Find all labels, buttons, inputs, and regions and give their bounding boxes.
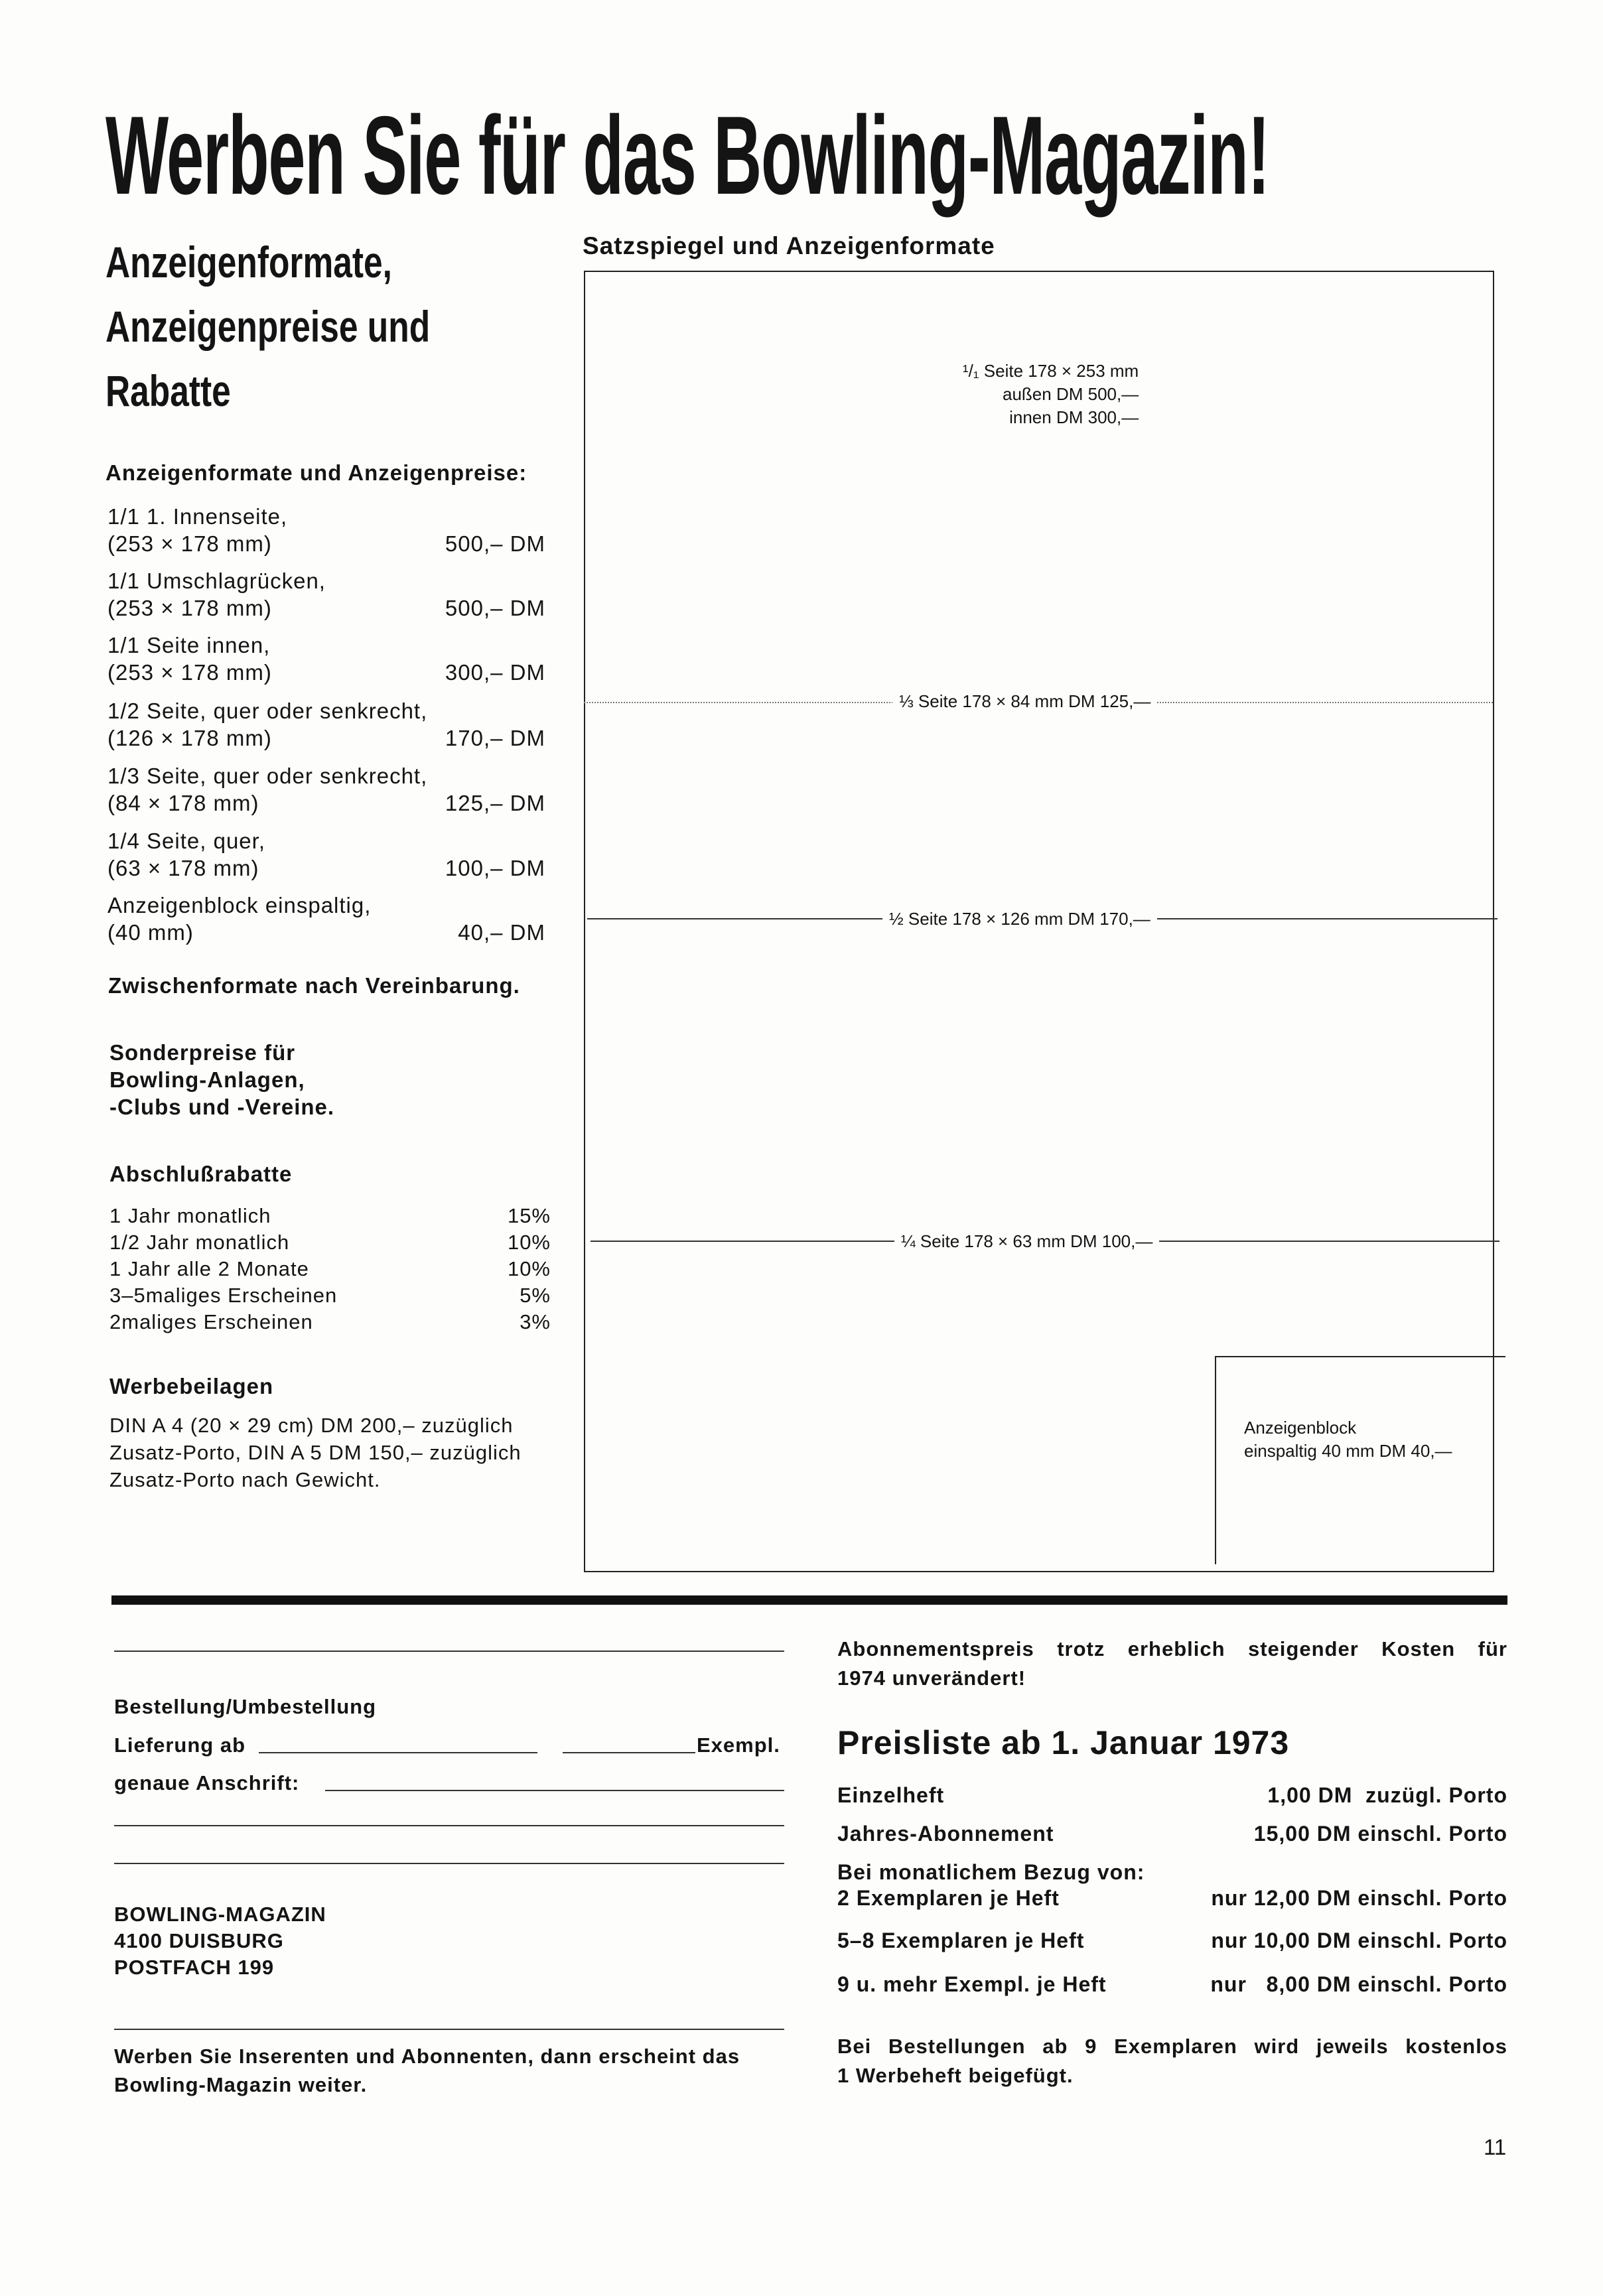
- pricelist-heading: Preisliste ab 1. Januar 1973: [837, 1724, 1290, 1761]
- section-divider: [111, 1595, 1507, 1605]
- prices-heading: Anzeigenformate und Anzeigenpreise:: [105, 460, 527, 485]
- half-page-label: ½ Seite 178 × 126 mm DM 170,—: [882, 910, 1157, 927]
- discount-row: 3–5maliges Erscheinen 5%: [109, 1284, 551, 1307]
- price-item: 1/4 Seite, quer, (63 × 178 mm) 100,– DM: [107, 829, 545, 880]
- prices-note: Zwischenformate nach Vereinbarung.: [108, 973, 520, 998]
- address-field[interactable]: [114, 1825, 784, 1826]
- address-field[interactable]: [114, 1863, 784, 1864]
- price-row-single: Einzelheft 1,00 DM zuzügl. Porto: [837, 1783, 1507, 1807]
- special-prices: Sonderpreise für Bowling-Anlagen, -Clubs und -Vereine.: [109, 1040, 335, 1119]
- price-item: 1/1 1. Innenseite, (253 × 178 mm) 500,– DM: [107, 504, 545, 556]
- order-footer: Werben Sie Inserenten und Abonnenten, dann erscheint das Bowling-Magazin weiter.: [114, 2045, 740, 2096]
- diagram-heading: Satzspiegel und Anzeigenformate: [583, 232, 995, 259]
- page-number: 11: [1484, 2135, 1507, 2159]
- delivery-label: Lieferung ab: [114, 1733, 246, 1757]
- full-page-size: ¹/₁ Seite 178 × 253 mm: [962, 361, 1139, 381]
- block-ad-label: [1244, 1416, 1452, 1463]
- address-label: genaue Anschrift:: [114, 1771, 300, 1794]
- inserts-text: DIN A 4 (20 × 29 cm) DM 200,– zuzüglich Zusatz-Porto, DIN A 5 DM 150,– zuzüglich Zusatz-Porto nach Gewicht.: [109, 1414, 522, 1491]
- bonus-note: Bei Bestellungen ab 9 Exemplaren wird jeweils kostenlos 1 Werbeheft beigefügt.: [837, 2035, 1507, 2087]
- inserts-heading: Werbebeilagen: [109, 1374, 274, 1398]
- publisher-address: BOWLING-MAGAZIN 4100 DUISBURG POSTFACH 199: [114, 1903, 326, 1979]
- quarter-page-label: ¼ Seite 178 × 63 mm DM 100,—: [894, 1233, 1159, 1250]
- third-page-label: ⅓ Seite 178 × 84 mm DM 125,—: [892, 693, 1157, 710]
- monthly-intro: Bei monatlichem Bezug von:: [837, 1860, 1145, 1884]
- address-field[interactable]: [325, 1790, 784, 1791]
- discount-row: 1 Jahr alle 2 Monate 10%: [109, 1257, 551, 1280]
- form-line: [114, 2029, 784, 2030]
- price-row-annual: Jahres-Abonnement 15,00 DM einschl. Porto: [837, 1822, 1507, 1846]
- full-page-outer-price: außen DM 500,—: [1003, 384, 1139, 404]
- tier-row: 5–8 Exemplaren je Heft nur 10,00 DM einschl. Porto: [837, 1928, 1507, 1952]
- full-page-inner-price: innen DM 300,—: [1009, 407, 1139, 427]
- discount-row: 2maliges Erscheinen 3%: [109, 1310, 551, 1333]
- order-heading: Bestellung/Umbestellung: [114, 1695, 377, 1718]
- delivery-date-field[interactable]: [259, 1752, 537, 1753]
- price-item: 1/1 Umschlagrücken, (253 × 178 mm) 500,– DM: [107, 569, 545, 620]
- page-title: Werben Sie für das Bowling-Magazin!: [105, 93, 1269, 218]
- discounts-heading: Abschlußrabatte: [109, 1162, 293, 1186]
- discount-row: 1 Jahr monatlich 15%: [109, 1204, 551, 1227]
- copies-field[interactable]: [563, 1752, 695, 1753]
- copies-label: Exempl.: [697, 1733, 780, 1757]
- price-item: 1/2 Seite, quer oder senkrecht, (126 × 178 mm) 170,– DM: [107, 699, 545, 750]
- price-item: 1/3 Seite, quer oder senkrecht, (84 × 178 mm) 125,– DM: [107, 764, 545, 815]
- subscription-notice: Abonnementspreis trotz erheblich steigender Kosten für 1974 unverändert!: [837, 1637, 1507, 1690]
- price-item: Anzeigenblock einspaltig, (40 mm) 40,– DM: [107, 893, 545, 945]
- subtitle-line: Rabatte: [105, 366, 231, 415]
- tier-row: 2 Exemplaren je Heft nur 12,00 DM einschl. Porto: [837, 1886, 1507, 1910]
- full-page-label: [926, 360, 1139, 429]
- discount-row: 1/2 Jahr monatlich 10%: [109, 1231, 551, 1254]
- subtitle-line: Anzeigenformate,: [105, 237, 392, 287]
- form-line: [114, 1651, 784, 1652]
- block-ad-title: Anzeigenblock: [1244, 1418, 1357, 1438]
- subtitle-line: Anzeigenpreise und: [105, 302, 431, 351]
- tier-row: 9 u. mehr Exempl. je Heft nur 8,00 DM einschl. Porto: [837, 1972, 1507, 1996]
- price-item: 1/1 Seite innen, (253 × 178 mm) 300,– DM: [107, 633, 545, 685]
- block-ad-price: einspaltig 40 mm DM 40,—: [1244, 1441, 1452, 1461]
